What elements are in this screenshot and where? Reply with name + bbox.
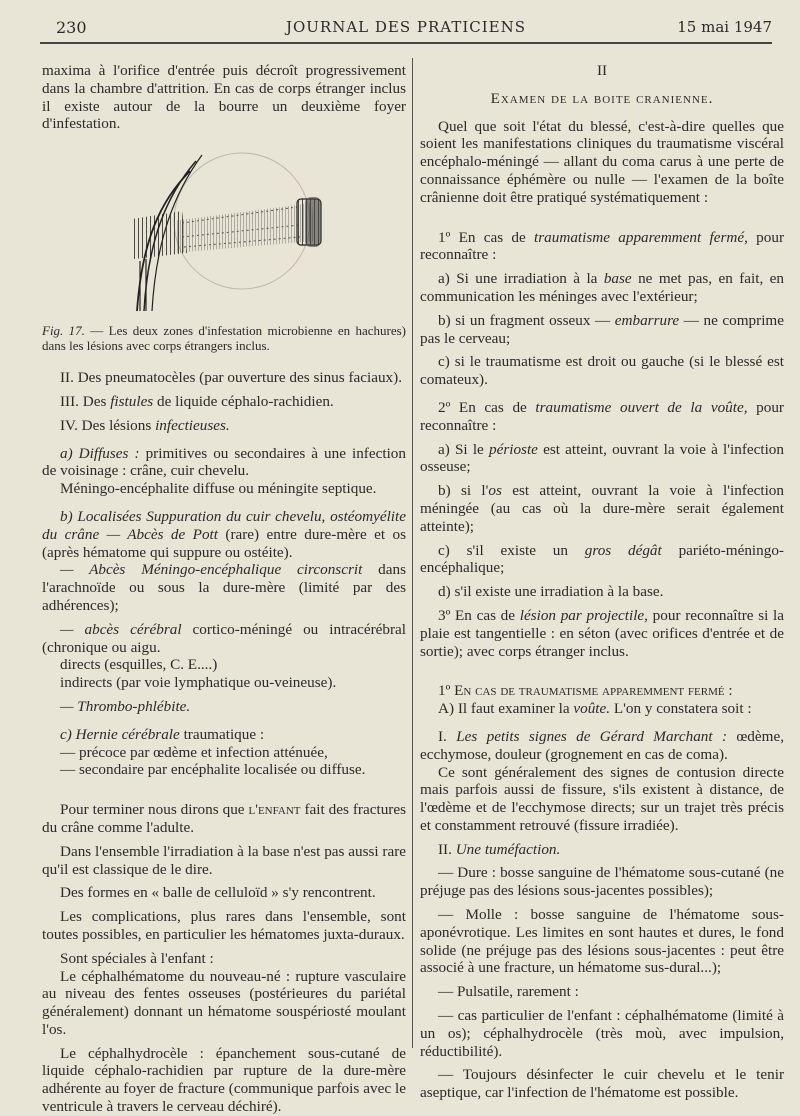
item-c-precoce: — précoce par œdème et infection atténuée,: [60, 743, 328, 761]
item-iii: III. Des fistules de liquide céphalo-rachidien.: [60, 392, 334, 410]
paragraph-complications: Les complications, plus rares dans l'ensemble, sont toutes possibles, en particulier les hématomes juxta-duraux.: [42, 908, 406, 943]
paragraph-formes: Des formes en « balle de celluloïd » s'y rencontrent.: [60, 884, 376, 902]
issue-date: 15 mai 1947: [677, 18, 772, 36]
page-number: 230: [56, 18, 87, 37]
figure-label: Fig. 17.: [42, 323, 85, 339]
case-3-heading: 3º En cas de lésion par projectile, pour reconnaître si la plaie est tangentielle : en séton (avec orifices d'entrée et de sortie); avec corps étranger inclus.: [420, 606, 785, 660]
item-dure: — Dure : bosse sanguine de l'hématome sous-cutané (ne préjuge pas des lésions sous-jacentes possibles);: [420, 864, 784, 900]
subsection-heading: 1º En cas de traumatisme apparemment fermé :: [438, 682, 733, 700]
case-1-a: a) Si une irradiation à la base ne met pas, en fait, en communication les méninges avec l'extérieur;: [420, 270, 784, 305]
case-2-heading: 2º En cas de traumatisme ouvert de la voûte, pour reconnaître :: [420, 398, 784, 434]
item-cas-enfant: — cas particulier de l'enfant : céphalhématome (limité à un os); céphalhydrocèle (très moù, avec impulsion, réductibilité).: [420, 1007, 784, 1060]
section-title: Examen de la boite cranienne.: [490, 89, 714, 107]
paragraph-contusion: Ce sont généralement des signes de contusion directe mais parfois aussi de fissure, s'ils existent à distance, de l'œdème et de l'ecchymose directs; sur un trajet très précis et constamment retrouvé (fissure irradiée).: [420, 763, 784, 834]
item-b-abces-cerebral: — abcès cérébral cortico-méningé ou intracérébral (chronique ou aigu.: [42, 620, 406, 656]
item-II-tumefaction: II. Une tuméfaction.: [438, 840, 561, 858]
case-2-b: b) si l'os est atteint, ouvrant la voie à l'infection méningée (au cas où la dure-mère serait également atteinte);: [420, 482, 784, 535]
section-numeral: II: [596, 62, 608, 79]
item-c-secondaire: — secondaire par encéphalite localisée ou diffuse.: [60, 761, 366, 779]
item-b-thrombo: — Thrombo-phlébite.: [60, 697, 191, 715]
case-1-c: c) si le traumatisme est droit ou gauche (si le blessé est comateux).: [420, 353, 784, 389]
figure-17: [42, 141, 406, 319]
column-divider: [412, 58, 413, 1048]
case-1-heading: 1º En cas de traumatisme apparemment fermé, pour reconnaître :: [420, 228, 784, 264]
section-intro: Quel que soit l'état du blessé, c'est-à-dire quelles que soient les manifestations cliniques du traumatisme viscéral encéphalo-méningé — allant du coma carus à une perte de connaissance éphémère ou nulle — l'examen de la boîte crânienne doit être pratiqué systématiquement :: [420, 117, 784, 206]
item-iv: IV. Des lésions infectieuses.: [60, 416, 230, 434]
item-a-line2: Méningo-encéphalite diffuse ou méningite septique.: [60, 480, 377, 498]
left-column: [42, 62, 406, 1116]
journal-title: JOURNAL DES PRATICIENS: [285, 18, 527, 36]
item-ii: II. Des pneumatocèles (par ouverture des sinus faciaux).: [60, 369, 403, 387]
figure-caption: [42, 323, 406, 353]
item-b-localisees: b) Localisées Suppuration du cuir chevelu, ostéomyélite du crâne — Abcès de Pott (rare) entre dure-mère et os (après hématome qui suppure ou ostéite).: [42, 507, 406, 561]
paragraph-cephalhydrocele: Le céphalhydrocèle : épanchement sous-cutané de liquide céphalo-rachidien par rupture de la dure-mère adhérente au foyer de fracture (communique parfois avec le ventricule à travers le cerveau déchiré).: [42, 1044, 406, 1116]
right-column: [420, 62, 784, 1102]
item-A: A) Il faut examiner la voûte. L'on y constatera soit :: [438, 700, 752, 718]
paragraph-irradiation: Dans l'ensemble l'irradiation à la base n'est pas aussi rare qu'il est classique de le dire.: [42, 842, 407, 878]
conclusion-paragraph: Pour terminer nous dirons que l'enfant fait des fractures du crâne comme l'adulte.: [42, 801, 406, 836]
item-b-indirects: indirects (par voie lymphatique ou-veineuse).: [60, 674, 337, 692]
item-toujours: — Toujours désinfecter le cuir chevelu et le tenir aseptique, car l'infection de l'hématome est possible.: [420, 1066, 784, 1102]
figure-caption-text: — Les deux zones d'infestation microbienne en hachures) dans les lésions avec corps étrangers inclus.: [42, 323, 406, 354]
paragraph-speciales: Sont spéciales à l'enfant :: [60, 949, 214, 967]
case-2-a: a) Si le périoste est atteint, ouvrant la voie à l'infection osseuse;: [420, 440, 784, 476]
page-header: [40, 12, 772, 44]
skull-wound-illustration: [42, 141, 406, 319]
item-b-abces-meningo: — Abcès Méningo-encéphalique circonscrit dans l'arachnoïde ou sous la dure-mère (limité par des adhérences);: [42, 561, 406, 614]
case-2-d: d) s'il existe une irradiation à la base.: [438, 583, 664, 601]
item-a-diffuses: a) Diffuses : primitives ou secondaires à une infection de voisinage : crâne, cuir chevelu.: [42, 444, 406, 480]
item-I-signes: I. Les petits signes de Gérard Marchant : œdème, ecchymose, douleur (grognement en cas de coma).: [420, 727, 784, 763]
item-b-directs: directs (esquilles, C. E....): [60, 656, 218, 674]
case-1-b: b) si un fragment osseux — embarrure — ne comprime pas le cerveau;: [420, 311, 784, 347]
paragraph-cephalhematome: Le céphalhématome du nouveau-né : rupture vasculaire au niveau des fentes osseuses (postérieures du pariétal généralement) donnant un hématome souspériosté moulant l'os.: [42, 967, 406, 1038]
item-pulsatile: — Pulsatile, rarement :: [438, 983, 579, 1001]
intro-paragraph: maxima à l'orifice d'entrée puis décroît progressivement dans la chambre d'attrition. En cas de corps étranger inclus il existe autour de la bourre un deuxième foyer d'infestation.: [42, 62, 406, 133]
item-molle: — Molle : bosse sanguine de l'hématome sous-aponévrotique. Les limites en sont hautes et dures, le fond solide (ne préjuge pas des lésions sous-jacentes : peut être associé à une fracture, un hématome sus-dural...);: [420, 906, 784, 977]
case-2-c: c) s'il existe un gros dégât pariéto-méningo-encéphalique;: [420, 541, 784, 577]
item-c-hernie: c) Hernie cérébrale traumatique :: [60, 725, 265, 743]
